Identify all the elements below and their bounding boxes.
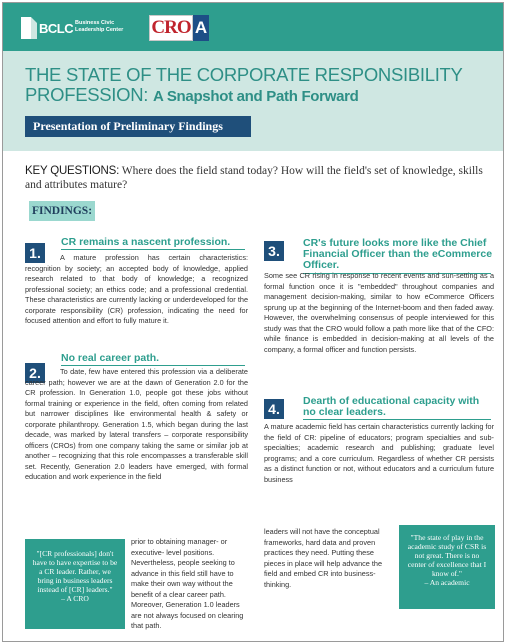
bclc-wordmark: BCLC (39, 21, 74, 36)
section-2-body-a: To date, few have entered this profession via a deliberate career path; however we are at the dawn of Generation 2.0 for the CR profession. In Generation 1.0, people got these jobs without formal training or experience in the field, often coming from related but narrower disciplines like environmental health & safety or corporate philanthropy. Generation 1.5, which began during the last decade, was marked by lateral transfers – corporate responsibility officers (CROs) from one company taking the same or similar job at another – recognizing that this role encompasses a transferable skill set. Recently, Generation 2.0 leaders have emerged, with formal education and work experience in the field (25, 367, 248, 481)
section-1-number: 1. (25, 243, 45, 263)
bclc-mark-icon (17, 13, 39, 43)
section-2-body-b: prior to obtaining manager- or executive- level positions. Nevertheless, people seeking to advance in this field still have to make their own way without the benefit of a clear career path. Moreover, Generation 1.0 leaders are not always focused on clearing that path. (131, 537, 244, 630)
title-main: THE STATE OF THE CORPORATE RESPONSIBILITY PROFESSION: (25, 64, 463, 105)
quote-text: "The state of play in the academic study of CSR is not great. There is no center of excellence that I know of." (407, 533, 487, 578)
key-questions (25, 164, 493, 192)
section-3-number: 3. (264, 241, 284, 261)
key-questions-text: Where does the field stand today? How will the field's set of knowledge, skills and attributes mature? (25, 165, 483, 191)
section-2-number: 2. (25, 363, 45, 383)
quote-text: "[CR professionals] don't have to have expertise to be a CR leader. Rather, we bring in business leaders instead of [CR] leaders." (32, 549, 118, 594)
section-4-number: 4. (264, 399, 284, 419)
section-4-title: Dearth of educational capacity with no clear leaders. (303, 395, 480, 418)
quote-attribution: – A CRO (61, 594, 89, 603)
cro-logo (149, 15, 209, 41)
bclc-logo (17, 11, 137, 47)
title-subtitle: A Snapshot and Path Forward (152, 88, 359, 105)
section-1-body: A mature profession has certain characteristics: recognition by society; an accepted body of knowledge, applied research related to that body of knowledge; a recognized professional society; an ethics code; and a professional credential. These characteristics are currently lacking or underdeveloped for the corporate responsibility (CR) profession, indicating the need for focused attention and effort to fully mature it. (25, 253, 248, 325)
section-4-body-b: leaders will not have the conceptual frameworks, hard data and proven practices they need. Putting these pieces in place will help advance the field and embed CR into business-thinking. (264, 527, 383, 589)
cro-badge: A (193, 15, 209, 41)
section-3-title: CR's future looks more like the Chief Financial Officer than the eCommerce Officer. (303, 237, 493, 271)
page-title (25, 65, 495, 107)
section-1-rule (61, 249, 245, 250)
quote-box-academic (399, 525, 495, 609)
document-page (2, 2, 504, 642)
presentation-banner: Presentation of Preliminary Findings (25, 116, 251, 137)
section-2-rule (61, 365, 245, 366)
section-4-rule (303, 419, 491, 420)
bclc-subtitle: Business Civic Leadership Center (75, 20, 124, 33)
key-questions-label: KEY QUESTIONS: (25, 165, 120, 177)
section-4-body-a: A mature academic field has certain characteristics currently lacking for the field of CR: pipeline of educators; program specialties and sub-specialties; academic research and publishing; graduate level programs; and a core curriculum. Regardless of whether CR persists as a distinct function or not, without educators and a curriculum future business (264, 422, 494, 484)
quote-attribution: – An academic (424, 578, 470, 587)
logo-bar (3, 3, 503, 51)
section-3-body: Some see CR rising in response to recent events and sun-setting as a formal function once it is "embedded" throughout companies and management decision-making, similar to how eCommerce Officers sprung up at the beginning of the Internet-boom and then faded away. However, the overwhelming consensus of people interviewed for this study was that the CRO would follow a path more like that of the CFO: while finance is embedded in decision-making at all levels of the company, a formal officer and function persists. (264, 271, 494, 354)
section-1-title: CR remains a nascent profession. (61, 236, 231, 248)
quote-box-cro (25, 539, 125, 629)
cro-wordmark: CRO (149, 15, 193, 41)
section-2-title: No real career path. (61, 352, 160, 364)
findings-label: FINDINGS: (29, 201, 95, 221)
